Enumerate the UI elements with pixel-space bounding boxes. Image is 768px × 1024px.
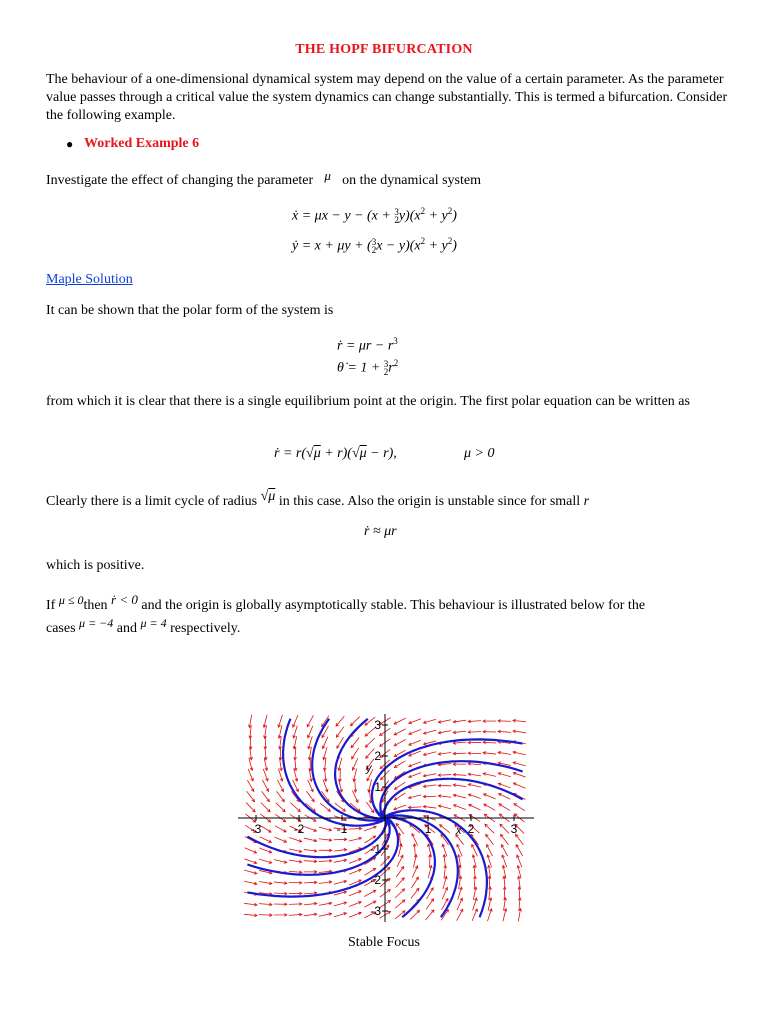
- y-tick-label: 2: [374, 749, 381, 763]
- field-arrow: [365, 738, 374, 747]
- final-if: If: [46, 598, 56, 613]
- field-arrow: [274, 837, 286, 842]
- final-cond2: ṙ < 0: [111, 592, 138, 607]
- field-arrow: [501, 834, 509, 844]
- field-arrow: [457, 909, 463, 920]
- field-arrow: [396, 878, 405, 888]
- field-arrow: [319, 827, 332, 831]
- field-arrow: [438, 731, 451, 734]
- field-arrow: [513, 719, 526, 722]
- field-arrow: [438, 720, 451, 724]
- field-arrow: [408, 806, 421, 809]
- investigate-tail: on the dynamical system: [342, 173, 481, 188]
- field-arrow: [410, 910, 419, 919]
- field-arrow: [516, 845, 522, 856]
- field-arrow: [304, 881, 317, 884]
- field-arrow: [349, 912, 361, 917]
- equation-xdot: ẋ = μx − y − (x + 3 $2y)(x^2 + y^2)$: [292, 206, 457, 226]
- field-arrow: [350, 717, 359, 726]
- field-arrow: [517, 855, 522, 867]
- field-arrow: [247, 791, 255, 801]
- mu-symbol: μ: [324, 168, 331, 183]
- field-arrow: [443, 855, 446, 868]
- field-arrow: [468, 741, 481, 744]
- field-arrow: [409, 773, 421, 778]
- field-arrow: [274, 860, 287, 864]
- field-arrow: [289, 892, 302, 895]
- field-arrow: [289, 860, 302, 863]
- field-arrow: [426, 899, 434, 910]
- field-arrow: [483, 773, 496, 777]
- field-arrow: [498, 730, 511, 733]
- figure-caption: Stable Focus: [348, 935, 420, 950]
- y-tick-label: -1: [370, 842, 381, 856]
- field-arrow: [394, 729, 406, 735]
- field-arrow: [409, 762, 421, 767]
- field-arrow: [304, 892, 317, 895]
- field-arrow: [244, 903, 257, 906]
- mu-condition: μ > 0: [464, 446, 495, 461]
- field-arrow: [453, 720, 466, 723]
- field-arrow: [453, 731, 466, 734]
- field-arrow: [468, 783, 481, 787]
- field-arrow: [409, 719, 421, 724]
- field-arrow: [304, 849, 317, 852]
- field-arrow: [244, 859, 256, 864]
- page-title: THE HOPF BIFURCATION: [295, 42, 473, 57]
- field-arrow: [468, 794, 480, 799]
- field-arrow: [304, 913, 317, 916]
- field-arrow: [246, 803, 255, 812]
- sqrt-mu: √μ: [260, 489, 276, 504]
- y-tick-label: -3: [370, 904, 381, 918]
- field-arrow: [485, 824, 494, 833]
- field-arrow: [319, 849, 332, 852]
- final-paragraph: [46, 594, 736, 640]
- field-arrow: [289, 837, 301, 842]
- field-arrow: [349, 891, 361, 896]
- field-arrow: [304, 838, 317, 842]
- field-arrow: [308, 780, 313, 792]
- field-arrow: [469, 804, 481, 810]
- field-arrow: [458, 887, 462, 899]
- y-tick-label: -2: [370, 873, 381, 887]
- y-axis-label: y: [366, 762, 372, 775]
- field-arrow: [394, 805, 406, 810]
- field-arrow: [259, 914, 272, 917]
- field-arrow: [394, 718, 406, 724]
- field-arrow: [349, 837, 362, 841]
- field-arrow: [364, 826, 376, 831]
- field-arrow: [483, 730, 496, 733]
- field-arrow: [498, 719, 511, 722]
- field-arrow: [248, 715, 251, 728]
- field-arrow: [334, 859, 347, 862]
- equation-rdot-factored: ṙ = r(√μ + r)(√μ − r),: [274, 446, 397, 461]
- field-arrow: [291, 803, 301, 812]
- final-rest: and the origin is globally asymptotically stable. This behaviour is illustrated below for the: [141, 598, 646, 613]
- field-arrow: [501, 845, 507, 856]
- field-arrow: [423, 785, 436, 788]
- field-arrow: [453, 784, 466, 787]
- field-arrow: [319, 839, 332, 842]
- field-arrow: [468, 720, 481, 723]
- field-arrow: [276, 803, 285, 812]
- field-arrow: [247, 780, 253, 791]
- final-case2: μ = 4: [140, 616, 167, 630]
- field-arrow: [278, 769, 283, 781]
- field-arrow: [349, 869, 361, 874]
- polar-text: It can be shown that the polar form of the system is: [46, 303, 334, 318]
- x-tick-label: 1: [424, 822, 432, 836]
- field-arrow: [259, 882, 272, 885]
- final-and: and: [116, 621, 137, 636]
- equation-ydot: ẏ = x + μy + (3 $2x - y)(x^2 + y^2)$: [292, 236, 457, 256]
- field-arrow: [409, 729, 421, 734]
- maple-solution-link[interactable]: Maple Solution: [46, 272, 133, 287]
- field-arrow: [334, 848, 347, 851]
- field-arrow: [349, 858, 361, 863]
- field-arrow: [453, 794, 466, 798]
- field-arrow: [468, 731, 481, 734]
- field-arrow: [411, 877, 418, 888]
- field-arrow: [306, 791, 314, 801]
- equation-rdot: ṙ = $\mu r - r^3$: [337, 336, 398, 354]
- x-tick-label: 3: [510, 822, 518, 836]
- field-arrow: [438, 752, 451, 755]
- field-arrow: [483, 741, 496, 744]
- equilibrium-text: from which it is clear that there is a single equilibrium point at the origin. The first polar equation can be written as: [46, 394, 690, 409]
- field-arrow: [424, 752, 437, 756]
- field-arrow: [413, 844, 416, 857]
- field-arrow: [468, 773, 481, 776]
- field-arrow: [498, 751, 511, 754]
- field-arrow: [457, 844, 462, 856]
- field-arrow: [307, 726, 312, 738]
- field-arrow: [453, 752, 466, 755]
- field-arrow: [319, 902, 332, 905]
- field-arrow: [412, 866, 418, 878]
- field-arrow: [468, 752, 481, 755]
- field-arrow: [260, 837, 272, 843]
- field-arrow: [394, 740, 405, 746]
- field-arrow: [263, 769, 268, 781]
- field-arrow: [513, 751, 526, 755]
- field-arrow: [499, 794, 511, 800]
- final-cond1: μ ≤ 0: [58, 593, 84, 607]
- field-arrow: [483, 720, 496, 723]
- field-arrow: [513, 730, 526, 733]
- field-arrow: [277, 791, 285, 801]
- investigate-text: Investigate the effect of changing the parameter: [46, 173, 314, 188]
- y-tick-label: 1: [374, 780, 381, 794]
- field-arrow: [248, 769, 253, 781]
- field-arrow: [514, 804, 525, 811]
- field-arrow: [513, 772, 525, 777]
- field-arrow: [245, 848, 257, 853]
- bullet-icon: ●: [66, 137, 74, 151]
- field-arrow: [319, 913, 332, 917]
- field-arrow: [244, 870, 257, 874]
- field-arrow: [396, 867, 404, 878]
- field-arrow: [423, 774, 436, 777]
- field-arrow: [513, 762, 526, 766]
- field-arrow: [397, 855, 403, 867]
- final-respectively: respectively.: [170, 621, 241, 636]
- field-arrow: [308, 736, 312, 748]
- field-arrow: [472, 909, 477, 921]
- field-arrow: [259, 859, 271, 863]
- y-tick-label: 3: [374, 718, 381, 732]
- field-arrow: [395, 889, 404, 898]
- field-arrow: [487, 855, 492, 867]
- field-arrow: [443, 876, 447, 888]
- field-arrow: [438, 774, 451, 777]
- field-arrow: [473, 865, 476, 878]
- field-arrow: [438, 805, 451, 809]
- field-arrow: [499, 804, 510, 811]
- field-arrow: [366, 749, 375, 759]
- field-arrow: [336, 727, 344, 738]
- field-arrow: [488, 909, 493, 921]
- field-arrow: [319, 859, 332, 862]
- field-arrow: [424, 719, 436, 723]
- equation-thetadot: θ̇ = 1 + 3 $2r^2$: [337, 358, 399, 378]
- field-arrow: [457, 898, 462, 910]
- phase-portrait-chart: [238, 714, 534, 922]
- final-case1: μ = −4: [79, 616, 114, 630]
- field-arrow: [304, 860, 317, 863]
- field-arrow: [473, 898, 478, 910]
- x-tick-label: 2: [467, 822, 475, 836]
- field-arrow: [513, 783, 525, 788]
- intro-paragraph: The behaviour of a one-dimensional dynamical system may depend on the value of a certain parameter. As the parameter value passes through a critical value the system dynamics can change substantially. This is termed a bifurcation. Consider the following example.: [46, 72, 728, 123]
- field-arrow: [424, 730, 437, 734]
- field-arrow: [498, 772, 510, 776]
- field-arrow: [274, 882, 287, 885]
- field-arrow: [426, 910, 434, 920]
- field-arrow: [395, 900, 405, 908]
- field-arrow: [278, 715, 283, 727]
- field-arrow: [304, 826, 316, 831]
- x-tick-label: -1: [336, 822, 348, 836]
- investigate-line: [46, 168, 736, 190]
- field-arrow: [319, 881, 332, 884]
- positive-text: which is positive.: [46, 558, 145, 573]
- field-arrow: [486, 834, 494, 844]
- field-arrow: [307, 715, 313, 726]
- field-arrow: [453, 763, 466, 766]
- field-arrow: [293, 726, 298, 738]
- x-axis-label: x: [455, 825, 462, 837]
- field-arrow: [423, 795, 436, 798]
- field-arrow: [349, 827, 362, 830]
- field-arrow: [259, 848, 271, 853]
- field-arrow: [484, 804, 495, 810]
- field-arrow: [483, 752, 496, 755]
- field-arrow: [453, 741, 466, 744]
- final-then: then: [83, 598, 108, 613]
- field-arrow: [364, 890, 375, 896]
- field-arrow: [423, 805, 436, 808]
- final-cases: cases: [46, 621, 76, 636]
- field-arrow: [453, 773, 466, 776]
- field-arrow: [334, 880, 347, 884]
- field-arrow: [262, 791, 270, 801]
- worked-example-heading: Worked Example 6: [84, 136, 200, 151]
- field-arrow: [352, 748, 359, 759]
- field-arrow: [262, 780, 268, 791]
- field-arrow: [500, 824, 509, 833]
- field-arrow: [442, 887, 447, 899]
- limit-cycle-line: [46, 489, 736, 511]
- field-arrow: [334, 838, 347, 841]
- field-arrow: [304, 902, 317, 905]
- field-arrow: [289, 881, 302, 884]
- equation-rdot-small: ṙ ≈ μr: [364, 524, 397, 539]
- x-tick-label: -2: [293, 822, 305, 836]
- field-arrow: [274, 913, 287, 916]
- field-arrow: [334, 902, 347, 906]
- field-arrow: [293, 715, 298, 727]
- field-arrow: [411, 888, 419, 898]
- field-arrow: [244, 881, 257, 885]
- field-arrow: [336, 716, 344, 726]
- field-arrow: [304, 870, 317, 873]
- field-arrow: [289, 849, 302, 853]
- field-arrow: [409, 795, 422, 799]
- field-arrow: [289, 903, 302, 906]
- field-arrow: [438, 784, 451, 787]
- field-arrow: [438, 795, 451, 798]
- trajectory: [335, 719, 384, 819]
- field-arrow: [394, 761, 405, 768]
- limit-cycle-text-a: Clearly there is a limit cycle of radius: [46, 494, 258, 509]
- field-arrow: [275, 826, 286, 832]
- field-arrow: [260, 825, 271, 832]
- field-arrow: [502, 855, 507, 867]
- field-arrow: [354, 779, 357, 792]
- x-tick-label: -3: [250, 822, 262, 836]
- field-arrow: [274, 903, 287, 906]
- limit-cycle-text-b: in this case. Also the origin is unstable since for small: [278, 494, 581, 509]
- field-arrow: [498, 783, 510, 788]
- field-arrow: [349, 901, 361, 906]
- field-arrow: [322, 737, 327, 749]
- field-arrow: [352, 758, 358, 770]
- field-arrow: [484, 794, 496, 799]
- field-arrow: [259, 903, 272, 906]
- field-arrow: [334, 912, 346, 916]
- field-arrow: [289, 913, 302, 916]
- field-arrow: [244, 914, 257, 917]
- field-arrow: [261, 803, 270, 812]
- maple-link-line: [46, 271, 736, 289]
- limit-cycle-var: r: [583, 494, 590, 509]
- field-arrow: [274, 892, 287, 895]
- field-arrow: [454, 805, 466, 810]
- field-arrow: [323, 747, 327, 759]
- field-arrow: [409, 740, 421, 745]
- field-arrow: [351, 738, 359, 748]
